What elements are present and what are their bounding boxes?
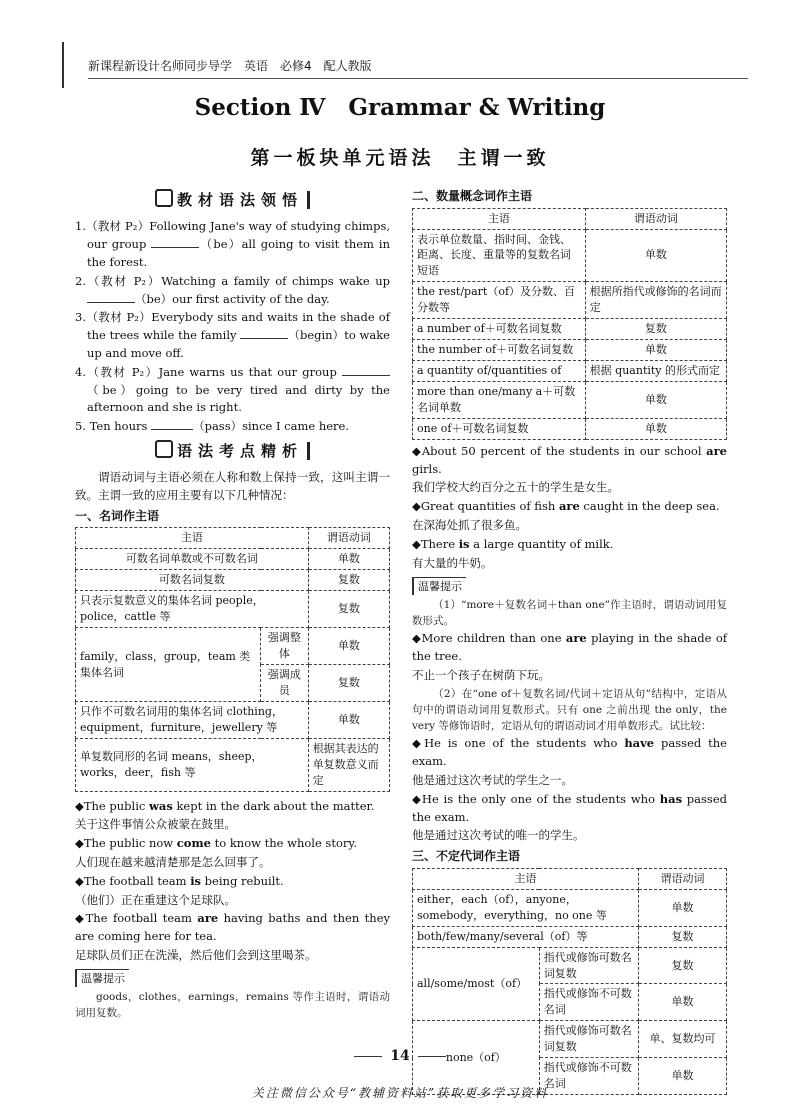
example-sentence: ◆The public now come to know the whole story. (75, 836, 357, 851)
example-sentence: ◆The football team is being rebuilt. (75, 873, 284, 888)
table-row: the number of＋可数名词复数 单数 (413, 340, 727, 361)
header-bracket (62, 42, 64, 88)
example-sentence: ◆About 50 percent of the students in our school are girls. (412, 443, 727, 476)
example-translation: 我们学校大约百分之五十的学生是女生。 (412, 480, 619, 495)
grammar-analysis-heading (75, 440, 390, 463)
table-row: both/few/many/several（of）等 复数 (413, 926, 727, 947)
section-heading-noun-subject: 一、名词作主语 (75, 508, 160, 523)
right-column (412, 185, 727, 1095)
running-header: 新课程新设计名师同步导学 英语 必修4 配人教版 (88, 59, 372, 73)
table-row: the rest/part（of）及分数、百分数等 根据所指代或修饰的名词而定 (413, 282, 727, 319)
answer-blank[interactable] (87, 292, 135, 303)
example-translation: 他是通过这次考试的学生之一。 (412, 772, 573, 787)
table-row: all/some/most（of） 指代或修饰可数名词复数 复数 (413, 947, 727, 984)
table-row: 可数名词单数或不可数名词 单数 (76, 549, 390, 570)
exercise-2: 2.（教材 P₂）Watching a family of chimps wake up （be）our first activity of the day. (75, 273, 390, 306)
table-row: a number of＋可数名词复数 复数 (413, 319, 727, 340)
table-row: 单复数同形的名词 means，sheep，works，deer，fish 等 根据其表达的单复数意义而定 (76, 738, 390, 791)
table-row: none（of） 指代或修饰可数名词复数 单、复数均可 (413, 1021, 727, 1058)
answer-blank[interactable] (151, 237, 199, 248)
header-rule (88, 78, 748, 79)
example-translation: 关于这件事情公众被蒙在鼓里。 (75, 817, 236, 832)
example-translation: 不止一个孩子在树荫下玩。 (412, 667, 550, 682)
answer-blank[interactable] (151, 419, 193, 430)
example-sentence: ◆There is a large quantity of milk. (412, 536, 614, 551)
footer-note: 关注微信公众号“教辅资料站”获取更多学习资料 (251, 1086, 549, 1100)
tip-label: 温馨提示 (412, 577, 466, 595)
table-row: 表示单位数量、指时间、金钱、距离、长度、重量等的复数名词短语 单数 (413, 229, 727, 282)
col-header: 主语 (413, 868, 639, 889)
heading-bar (307, 191, 310, 209)
quantity-subject-table (412, 208, 727, 440)
table-row: 强调成员 复数 (76, 665, 390, 702)
example-translation: （他们）正在重建这个足球队。 (75, 892, 236, 907)
col-header: 主语 (76, 528, 309, 549)
example-sentence: ◆More children than one are playing in the shade of the tree. (412, 631, 728, 663)
example-sentence: ◆He is one of the students who have passed the exam. (412, 736, 727, 769)
col-header: 谓语动词 (308, 528, 389, 549)
answer-blank[interactable] (240, 328, 288, 339)
section-title: Section Ⅳ Grammar & Writing (194, 94, 606, 121)
page-number: 14 (0, 1046, 800, 1068)
left-column (75, 185, 390, 1021)
section-heading-pronoun-subject: 三、不定代词作主语 (412, 849, 521, 864)
answer-blank[interactable] (342, 365, 390, 376)
table-row: 指代或修饰不可数名词 单数 (413, 1058, 727, 1095)
section-heading-quantity-subject: 二、数量概念词作主语 (412, 189, 533, 203)
tip-text-1: （1）“more＋复数名词＋than one”作主语时，谓语动词用复数形式。 (412, 598, 727, 627)
example-translation: 在深海处抓了很多鱼。 (412, 518, 527, 533)
example-translation: 人们现在越来越清楚那是怎么回事了。 (75, 855, 271, 870)
section-subtitle: 第一板块单元语法 主谓一致 (250, 147, 550, 169)
tip-label: 温馨提示 (75, 969, 129, 987)
table-row: 指代或修饰不可数名词 单数 (413, 984, 727, 1021)
tip-text-2: （2）在“one of＋复数名词/代词＋定语从句”结构中，定语从句中的谓语动词用复数形式。只有 one 之前出现 the only，the very 等修饰语时，定语从句的谓语动词才用单数形式。试比较： (412, 687, 727, 733)
table-row: one of＋可数名词复数 单数 (413, 418, 727, 439)
heading-label: 语法考点精析 (176, 442, 303, 460)
exercise-4: 4.（教材 P₂）Jane warns us that our group （be）going to be very tired and dirty by the afternoon and she is right. (75, 364, 390, 415)
table-row: family，class，group，team 类集体名词 强调整体 单数 (76, 628, 390, 665)
exercise-3: 3.（教材 P₂）Everybody sits and waits in the shade of the trees while the family （begin）to wake up and move off. (75, 310, 390, 360)
example-translation: 足球队员们正在洗澡，然后他们会到这里喝茶。 (75, 948, 317, 963)
col-header: 主语 (413, 208, 586, 229)
intro-paragraph: 谓语动词与主语必须在人称和数上保持一致，这叫主谓一致。主谓一致的应用主要有以下几种情况： (75, 470, 390, 503)
col-header: 谓语动词 (639, 868, 727, 889)
example-sentence: ◆He is the only one of the students who has passed the exam. (412, 791, 727, 824)
example-sentence: ◆Great quantities of fish are caught in the deep sea. (412, 499, 720, 514)
example-sentence: ◆The public was kept in the dark about the matter. (75, 798, 375, 813)
tip-text: goods，clothes，earnings，remains 等作主语时，谓语动词用复数。 (75, 990, 390, 1020)
book-icon (155, 440, 173, 458)
table-row: 只作不可数名词用的集体名词 clothing，equipment，furniture，jewellery 等 单数 (76, 701, 390, 738)
book-icon (155, 189, 173, 207)
table-row: either，each（of），anyone，somebody，everything，no one 等 单数 (413, 889, 727, 926)
example-translation: 有大量的牛奶。 (412, 555, 493, 570)
heading-bar (307, 442, 310, 460)
exercise-1: 1.（教材 P₂）Following Jane's way of studying chimps, our group （be）all going to visit them in the forest. (75, 219, 390, 269)
exercise-5: 5. Ten hours （pass）since I came here. (75, 419, 350, 434)
table-row: a quantity of/quantities of 根据 quantity 的形式而定 (413, 361, 727, 382)
example-translation: 他是通过这次考试的唯一的学生。 (412, 828, 585, 843)
table-row: more than one/many a＋可数名词单数 单数 (413, 382, 727, 419)
table-row: 可数名词复数 复数 (76, 570, 390, 591)
textbook-grammar-heading (75, 189, 390, 212)
noun-subject-table (75, 527, 390, 791)
example-sentence: ◆The football team are having baths and then they are coming here for tea. (75, 911, 391, 944)
heading-label: 教材语法领悟 (176, 191, 303, 209)
table-row: 只表示复数意义的集体名词 people，police，cattle 等 复数 (76, 591, 390, 628)
col-header: 谓语动词 (585, 208, 726, 229)
